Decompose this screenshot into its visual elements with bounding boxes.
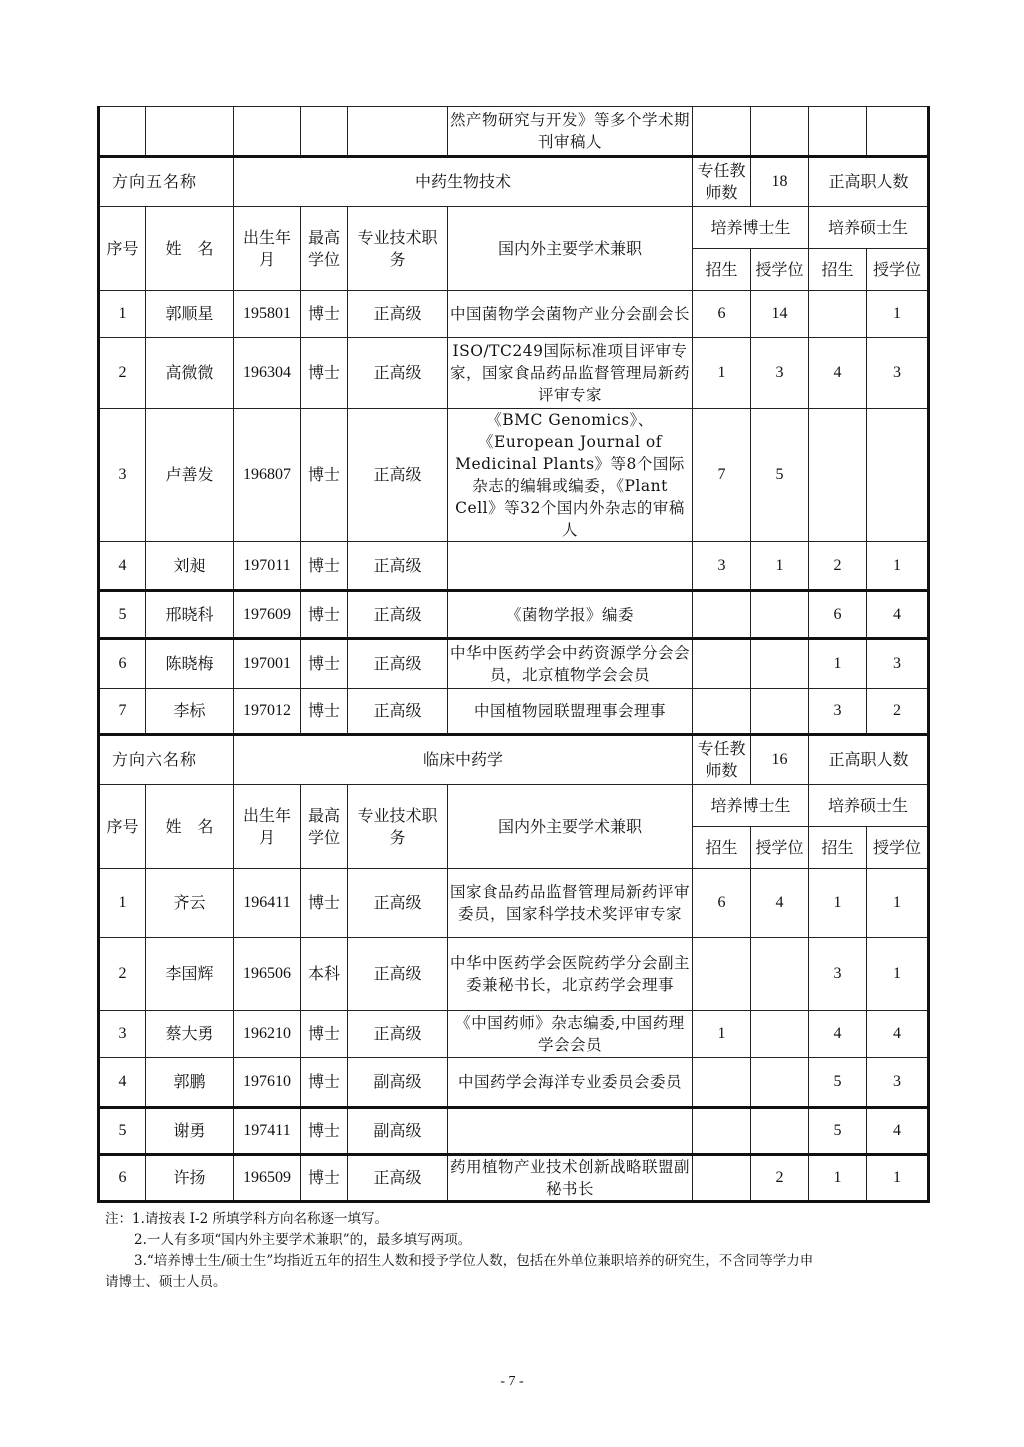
row-phd-grant xyxy=(751,591,809,639)
header-duties: 国内外主要学术兼职 xyxy=(448,785,693,869)
row-degree: 本科 xyxy=(301,938,348,1011)
row-name: 高微微 xyxy=(146,338,234,409)
row-degree: 博士 xyxy=(301,1011,348,1058)
header-index: 序号 xyxy=(99,785,146,869)
row-duties: 中国药学会海洋专业委员会委员 xyxy=(448,1058,693,1108)
row-phd-enroll: 3 xyxy=(693,542,751,591)
row-ms-grant xyxy=(867,409,929,542)
row-ms-enroll: 3 xyxy=(809,938,867,1011)
row-index: 5 xyxy=(99,1108,146,1155)
row-birth: 196509 xyxy=(234,1155,301,1202)
table-notes xyxy=(105,1209,925,1293)
row-phd-enroll: 1 xyxy=(693,1011,751,1058)
row-birth: 195801 xyxy=(234,291,301,338)
header-name: 姓 名 xyxy=(146,785,234,869)
row-birth: 197012 xyxy=(234,689,301,735)
row-birth: 197411 xyxy=(234,1108,301,1155)
section-title-row xyxy=(99,735,929,785)
row-phd-grant xyxy=(751,1011,809,1058)
row-index: 2 xyxy=(99,338,146,409)
row-phd-grant: 14 xyxy=(751,291,809,338)
table-row xyxy=(99,1108,929,1155)
section-label: 方向六名称 xyxy=(99,735,234,785)
row-ms-enroll xyxy=(809,291,867,338)
row-ms-grant: 1 xyxy=(867,291,929,338)
row-name: 陈晓梅 xyxy=(146,639,234,689)
row-phd-enroll: 6 xyxy=(693,869,751,938)
row-name: 蔡大勇 xyxy=(146,1011,234,1058)
table-row xyxy=(99,409,929,542)
row-index: 1 xyxy=(99,869,146,938)
table-row xyxy=(99,1155,929,1202)
row-phd-grant xyxy=(751,689,809,735)
row-duties: 中华中医药学会医院药学分会副主委兼秘书长，北京药学会理事 xyxy=(448,938,693,1011)
row-ms-enroll: 5 xyxy=(809,1058,867,1108)
row-duties: 中国植物园联盟理事会理事 xyxy=(448,689,693,735)
continued-row xyxy=(99,107,929,157)
row-ms-enroll: 2 xyxy=(809,542,867,591)
section-name: 临床中药学 xyxy=(234,735,693,785)
row-degree: 博士 xyxy=(301,639,348,689)
row-name: 卢善发 xyxy=(146,409,234,542)
row-duties: ISO/TC249国际标准项目评审专家，国家食品药品监督管理局新药评审专家 xyxy=(448,338,693,409)
row-ms-grant: 1 xyxy=(867,1155,929,1202)
row-phd-enroll xyxy=(693,938,751,1011)
row-duties: 中华中医药学会中药资源学分会会员，北京植物学会会员 xyxy=(448,639,693,689)
header-index: 序号 xyxy=(99,207,146,291)
row-phd-enroll xyxy=(693,639,751,689)
header-name: 姓 名 xyxy=(146,207,234,291)
row-title: 副高级 xyxy=(348,1108,448,1155)
note-1: 注：1.请按表 I-2 所填学科方向名称逐一填写。 xyxy=(105,1211,388,1227)
section-title-row xyxy=(99,157,929,207)
row-duties: 国家食品药品监督管理局新药评审委员，国家科学技术奖评审专家 xyxy=(448,869,693,938)
header-ms-grant: 授学位 xyxy=(867,249,929,291)
row-phd-enroll xyxy=(693,689,751,735)
row-index: 4 xyxy=(99,1058,146,1108)
row-index: 2 xyxy=(99,938,146,1011)
row-birth: 196411 xyxy=(234,869,301,938)
row-name: 李国辉 xyxy=(146,938,234,1011)
row-name: 李标 xyxy=(146,689,234,735)
header-master: 培养硕士生 xyxy=(809,207,929,249)
row-ms-grant: 4 xyxy=(867,591,929,639)
row-ms-enroll: 1 xyxy=(809,1155,867,1202)
row-name: 齐云 xyxy=(146,869,234,938)
header-title: 专业技术职 务 xyxy=(348,207,448,291)
header-ms-enroll: 招生 xyxy=(809,249,867,291)
row-index: 1 xyxy=(99,291,146,338)
row-phd-grant: 3 xyxy=(751,338,809,409)
row-duties: 中国菌物学会菌物产业分会副会长 xyxy=(448,291,693,338)
row-name: 许扬 xyxy=(146,1155,234,1202)
row-degree: 博士 xyxy=(301,542,348,591)
row-degree: 博士 xyxy=(301,591,348,639)
faculty-table xyxy=(97,106,930,1203)
row-phd-enroll xyxy=(693,1058,751,1108)
header-ms-enroll: 招生 xyxy=(809,827,867,869)
row-ms-enroll: 6 xyxy=(809,591,867,639)
row-name: 郭鹏 xyxy=(146,1058,234,1108)
row-phd-grant xyxy=(751,1058,809,1108)
header-phd-grant: 授学位 xyxy=(751,249,809,291)
header-duties: 国内外主要学术兼职 xyxy=(448,207,693,291)
row-ms-grant: 1 xyxy=(867,542,929,591)
row-index: 3 xyxy=(99,1011,146,1058)
table-row xyxy=(99,1058,929,1108)
row-title: 正高级 xyxy=(348,291,448,338)
header-degree: 最高学位 xyxy=(301,207,348,291)
header-title: 专业技术职 务 xyxy=(348,785,448,869)
row-index: 5 xyxy=(99,591,146,639)
row-birth: 197610 xyxy=(234,1058,301,1108)
section-label: 方向五名称 xyxy=(99,157,234,207)
table-row xyxy=(99,869,929,938)
row-ms-grant: 3 xyxy=(867,1058,929,1108)
table-row xyxy=(99,938,929,1011)
header-phd-grant: 授学位 xyxy=(751,827,809,869)
row-duties: 《中国药师》杂志编委,中国药理学会会员 xyxy=(448,1011,693,1058)
row-phd-grant: 4 xyxy=(751,869,809,938)
row-phd-enroll xyxy=(693,1108,751,1155)
header-row xyxy=(99,785,929,827)
row-phd-enroll xyxy=(693,1155,751,1202)
table-row xyxy=(99,591,929,639)
teacher-count: 16 xyxy=(751,735,809,785)
header-ms-grant: 授学位 xyxy=(867,827,929,869)
row-index: 6 xyxy=(99,1155,146,1202)
teacher-count: 18 xyxy=(751,157,809,207)
row-ms-enroll: 1 xyxy=(809,639,867,689)
row-degree: 博士 xyxy=(301,689,348,735)
header-degree: 最高学位 xyxy=(301,785,348,869)
row-ms-enroll: 5 xyxy=(809,1108,867,1155)
note-3: 3.“培养博士生/硕士生”均指近五年的招生人数和授予学位人数，包括在外单位兼职培养的研究生，不含同等学力申 xyxy=(134,1253,814,1269)
continued-duties: 然产物研究与开发》等多个学术期刊审稿人 xyxy=(448,107,693,157)
table-row xyxy=(99,338,929,409)
row-ms-enroll: 4 xyxy=(809,1011,867,1058)
row-birth: 197011 xyxy=(234,542,301,591)
table-row xyxy=(99,689,929,735)
row-ms-grant: 1 xyxy=(867,938,929,1011)
row-degree: 博士 xyxy=(301,1108,348,1155)
row-title: 正高级 xyxy=(348,1011,448,1058)
row-phd-enroll: 6 xyxy=(693,291,751,338)
row-title: 正高级 xyxy=(348,869,448,938)
row-degree: 博士 xyxy=(301,1155,348,1202)
header-master: 培养硕士生 xyxy=(809,785,929,827)
row-ms-grant: 3 xyxy=(867,639,929,689)
header-phd-enroll: 招生 xyxy=(693,827,751,869)
row-title: 副高级 xyxy=(348,1058,448,1108)
row-phd-grant: 1 xyxy=(751,542,809,591)
row-degree: 博士 xyxy=(301,338,348,409)
row-name: 邢晓科 xyxy=(146,591,234,639)
table-row xyxy=(99,1011,929,1058)
row-title: 正高级 xyxy=(348,409,448,542)
table-row xyxy=(99,542,929,591)
row-ms-enroll: 3 xyxy=(809,689,867,735)
header-birth: 出生年月 xyxy=(234,785,301,869)
row-phd-enroll: 7 xyxy=(693,409,751,542)
row-ms-grant: 3 xyxy=(867,338,929,409)
row-birth: 196807 xyxy=(234,409,301,542)
row-title: 正高级 xyxy=(348,542,448,591)
row-degree: 博士 xyxy=(301,409,348,542)
header-birth: 出生年月 xyxy=(234,207,301,291)
row-title: 正高级 xyxy=(348,338,448,409)
row-phd-grant: 2 xyxy=(751,1155,809,1202)
row-phd-enroll: 1 xyxy=(693,338,751,409)
header-phd: 培养博士生 xyxy=(693,785,809,827)
row-duties: 《菌物学报》编委 xyxy=(448,591,693,639)
row-phd-grant xyxy=(751,938,809,1011)
row-title: 正高级 xyxy=(348,938,448,1011)
row-ms-grant: 2 xyxy=(867,689,929,735)
row-duties: 药用植物产业技术创新战略联盟副秘书长 xyxy=(448,1155,693,1202)
row-phd-enroll xyxy=(693,591,751,639)
row-birth: 196304 xyxy=(234,338,301,409)
row-name: 刘昶 xyxy=(146,542,234,591)
row-birth: 196506 xyxy=(234,938,301,1011)
row-birth: 197001 xyxy=(234,639,301,689)
header-row xyxy=(99,207,929,249)
row-ms-grant: 1 xyxy=(867,869,929,938)
row-index: 4 xyxy=(99,542,146,591)
row-degree: 博士 xyxy=(301,1058,348,1108)
page-number: - 7 - xyxy=(500,1374,524,1389)
row-title: 正高级 xyxy=(348,639,448,689)
section-name: 中药生物技术 xyxy=(234,157,693,207)
header-phd-enroll: 招生 xyxy=(693,249,751,291)
teacher-count-label: 专任教师数 xyxy=(693,735,751,785)
teacher-count-label: 专任教师数 xyxy=(693,157,751,207)
senior-count-label: 正高职人数 xyxy=(809,157,929,207)
row-birth: 197609 xyxy=(234,591,301,639)
row-name: 郭顺星 xyxy=(146,291,234,338)
table-row xyxy=(99,639,929,689)
row-phd-grant xyxy=(751,639,809,689)
row-index: 7 xyxy=(99,689,146,735)
row-degree: 博士 xyxy=(301,869,348,938)
note-3-continued: 请博士、硕士人员。 xyxy=(105,1274,227,1290)
header-phd: 培养博士生 xyxy=(693,207,809,249)
row-index: 3 xyxy=(99,409,146,542)
row-title: 正高级 xyxy=(348,591,448,639)
row-ms-grant: 4 xyxy=(867,1108,929,1155)
row-birth: 196210 xyxy=(234,1011,301,1058)
row-title: 正高级 xyxy=(348,1155,448,1202)
row-ms-enroll: 1 xyxy=(809,869,867,938)
senior-count-label: 正高职人数 xyxy=(809,735,929,785)
note-2: 2.一人有多项“国内外主要学术兼职”的，最多填写两项。 xyxy=(134,1232,472,1248)
row-duties: 《BMC Genomics》、《European Journal of Medicinal Plants》等8个国际杂志的编辑或编委，《Plant Cell》等32个国内外杂志的审稿人 xyxy=(448,409,693,542)
row-name: 谢勇 xyxy=(146,1108,234,1155)
row-title: 正高级 xyxy=(348,689,448,735)
table-body xyxy=(99,107,929,1202)
row-duties xyxy=(448,542,693,591)
row-duties xyxy=(448,1108,693,1155)
row-phd-grant: 5 xyxy=(751,409,809,542)
row-degree: 博士 xyxy=(301,291,348,338)
row-ms-enroll xyxy=(809,409,867,542)
row-ms-grant: 4 xyxy=(867,1011,929,1058)
table-row xyxy=(99,291,929,338)
row-phd-grant xyxy=(751,1108,809,1155)
row-ms-enroll: 4 xyxy=(809,338,867,409)
row-index: 6 xyxy=(99,639,146,689)
